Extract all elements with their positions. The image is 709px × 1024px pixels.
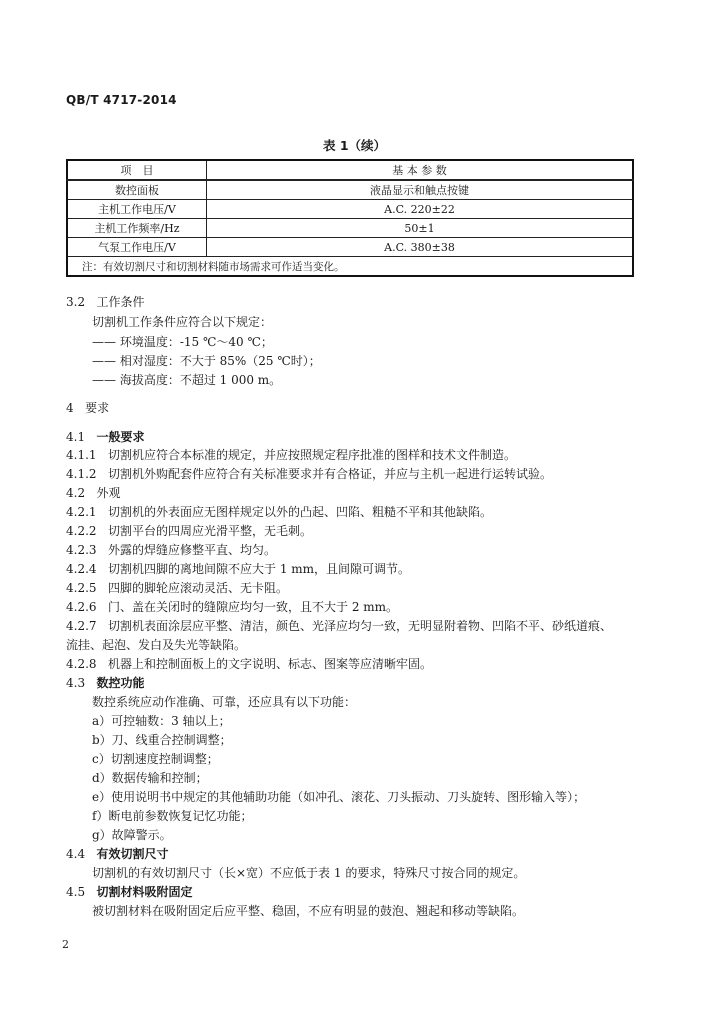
- table-header-row: [67, 160, 633, 180]
- section-3-2-heading: [66, 295, 145, 309]
- clause-text: 切割机的外表面应无图样规定以外的凸起、凹陷、粗糙不平和其他缺陷。: [108, 505, 493, 519]
- section-title: 外观: [96, 486, 121, 500]
- section-number: 4.2: [66, 486, 86, 500]
- table-row: [67, 219, 633, 238]
- section-title: 数控功能: [96, 676, 145, 690]
- section-title: 有效切割尺寸: [96, 847, 169, 861]
- section-title: 切割材料吸附固定: [96, 885, 193, 899]
- table-cell: 主机工作电压/V: [67, 200, 207, 219]
- clause-4-2-7-continued: 流挂、起泡、发白及失光等缺陷。: [66, 638, 247, 652]
- clause-number: 4.2.1: [66, 505, 97, 519]
- clause-4-2-7: [66, 619, 612, 633]
- clause-number: 4.2.6: [66, 600, 97, 614]
- list-item: a）可控轴数：3 轴以上；: [92, 714, 231, 728]
- list-item: f）断电前参数恢复记忆功能；: [92, 809, 253, 823]
- table-cell: A.C. 380±38: [207, 238, 634, 257]
- clause-number: 4.2.8: [66, 657, 97, 671]
- table-note-row: [67, 257, 633, 277]
- list-item: —— 海拔高度：不超过 1 000 m。: [92, 373, 282, 387]
- section-number: 4.3: [66, 676, 86, 690]
- clause-text: 切割机外购配套件应符合有关标准要求并有合格证，并应与主机一起进行运转试验。: [108, 467, 553, 481]
- clause-4-2-8: [66, 657, 432, 671]
- table-row: [67, 200, 633, 219]
- section-number: 4.4: [66, 847, 86, 861]
- section-title: 工作条件: [96, 295, 145, 309]
- col-header-item: 项 目: [67, 160, 207, 180]
- clause-text: 机器上和控制面板上的文字说明、标志、图案等应清晰牢固。: [108, 657, 433, 671]
- clause-4-1-1: [66, 448, 516, 462]
- table-cell: 液晶显示和触点按键: [207, 180, 634, 200]
- paragraph: 切割机的有效切割尺寸（长×宽）不应低于表 1 的要求，特殊尺寸按合同的规定。: [92, 866, 526, 880]
- clause-number: 4.2.3: [66, 543, 97, 557]
- clause-number: 4.2.4: [66, 562, 97, 576]
- clause-text: 门、盖在关闭时的缝隙应均匀一致，且不大于 2 mm。: [108, 600, 399, 614]
- section-number: 4.1: [66, 430, 86, 444]
- clause-number: 4.2.2: [66, 524, 97, 538]
- section-title: 一般要求: [96, 430, 145, 444]
- section-4-4-heading: [66, 847, 169, 861]
- section-title: 要求: [85, 401, 110, 415]
- list-item: d）数据传输和控制；: [92, 771, 208, 785]
- paragraph: 切割机工作条件应符合以下规定：: [92, 315, 273, 329]
- clause-number: 4.1.1: [66, 448, 97, 462]
- table-cell: 主机工作频率/Hz: [67, 219, 207, 238]
- section-number: 4.5: [66, 885, 86, 899]
- clause-4-2-6: [66, 600, 398, 614]
- table-cell: A.C. 220±22: [207, 200, 634, 219]
- list-item: c）切割速度控制调整；: [92, 752, 219, 766]
- paragraph: 被切割材料在吸附固定后应平整、稳固，不应有明显的鼓泡、翘起和移动等缺陷。: [92, 904, 525, 918]
- clause-text: 切割机四脚的离地间隙不应大于 1 mm，且间隙可调节。: [108, 562, 411, 576]
- clause-4-1-2: [66, 467, 552, 481]
- table-cell: 气泵工作电压/V: [67, 238, 207, 257]
- clause-4-2-5: [66, 581, 288, 595]
- clause-4-2-3: [66, 543, 276, 557]
- list-item: —— 相对湿度：不大于 85%（25 ℃时）；: [92, 354, 321, 368]
- clause-number: 4.2.5: [66, 581, 97, 595]
- chapter-4-heading: [66, 401, 109, 415]
- section-number: 4: [66, 401, 74, 415]
- section-number: 3.2: [66, 295, 86, 309]
- table-row: [67, 238, 633, 257]
- section-4-5-heading: [66, 885, 193, 899]
- list-item: b）刀、线重合控制调整；: [92, 733, 232, 747]
- section-4-2-heading: [66, 486, 121, 500]
- clause-number: 4.2.7: [66, 619, 97, 633]
- clause-text: 外露的焊缝应修整平直、均匀。: [108, 543, 277, 557]
- section-4-1-heading: [66, 430, 145, 444]
- clause-4-2-1: [66, 505, 492, 519]
- col-header-param: 基 本 参 数: [207, 160, 634, 180]
- clause-number: 4.1.2: [66, 467, 97, 481]
- table-caption: 表 1（续）: [322, 138, 387, 153]
- clause-text: 四脚的脚轮应滚动灵活、无卡阻。: [108, 581, 289, 595]
- clause-text: 切割机应符合本标准的规定，并应按照规定程序批准的图样和技术文件制造。: [108, 448, 517, 462]
- page-number: 2: [62, 938, 69, 951]
- section-4-3-heading: [66, 676, 145, 690]
- list-item: g）故障警示。: [92, 828, 172, 842]
- spec-table: [66, 159, 634, 277]
- table-cell: 数控面板: [67, 180, 207, 200]
- list-item: e）使用说明书中规定的其他辅助功能（如冲孔、滚花、刀头振动、刀头旋转、图形输入等）；: [92, 790, 586, 804]
- clause-4-2-2: [66, 524, 312, 538]
- clause-text: 切割平台的四周应光滑平整，无毛刺。: [108, 524, 313, 538]
- clause-text: 切割机表面涂层应平整、清洁，颜色、光泽应均匀一致，无明显附着物、凹陷不平、砂纸道痕、: [108, 619, 613, 633]
- clause-4-2-4: [66, 562, 410, 576]
- table-note: 注：有效切割尺寸和切割材料随市场需求可作适当变化。: [67, 257, 633, 277]
- table-row: [67, 180, 633, 200]
- list-item: —— 环境温度：-15 ℃～40 ℃；: [92, 335, 273, 349]
- paragraph: 数控系统应动作准确、可靠，还应具有以下功能：: [92, 695, 357, 709]
- table-cell: 50±1: [207, 219, 634, 238]
- standard-code: QB/T 4717-2014: [66, 93, 177, 107]
